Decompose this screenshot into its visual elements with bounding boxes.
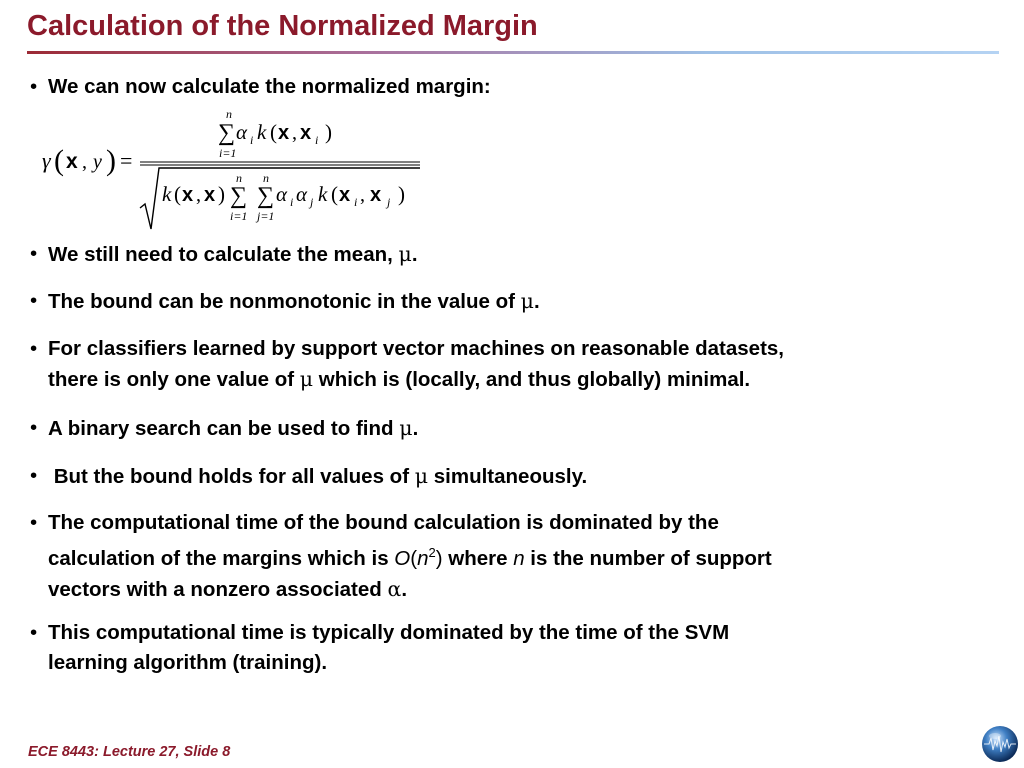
alpha-symbol: α	[236, 120, 248, 144]
gamma-symbol: γ	[42, 148, 51, 173]
slide-footer: ECE 8443: Lecture 27, Slide 8	[28, 744, 231, 760]
den-rparen: )	[398, 182, 405, 206]
sigma-symbol: ∑	[218, 120, 236, 146]
mu-symbol: μ	[398, 242, 412, 266]
bullet-text: The computational time of the bound calculation is dominated by the	[48, 511, 719, 534]
x-vector: x	[278, 122, 290, 144]
subscript-i: i	[315, 133, 319, 147]
lhs-comma: ,	[82, 151, 87, 173]
bullet-text: is the number of support	[524, 546, 772, 570]
subscript-j: j	[310, 195, 314, 209]
alpha-symbol: α	[296, 182, 308, 206]
bullet-text: where	[442, 546, 514, 570]
x-vector: x	[300, 122, 312, 144]
sum-lower-i1: i=1	[219, 146, 237, 160]
slide-title: Calculation of the Normalized Margin	[27, 10, 538, 42]
kernel-k: k	[162, 182, 172, 206]
title-divider	[27, 51, 999, 54]
mu-symbol: μ	[520, 289, 534, 313]
exponent: 2	[428, 545, 436, 560]
sum-lower-j1: j=1	[257, 209, 275, 223]
bullet-text: which is (locally, and thus globally) minimal.	[313, 368, 751, 391]
sum-upper-n: n	[236, 171, 242, 185]
y-symbol: y	[93, 151, 102, 173]
paren: )	[435, 546, 443, 570]
x-vector: x	[204, 184, 216, 206]
n-symbol: n	[417, 546, 429, 570]
bullet-text: But the bound holds for all values of	[48, 465, 415, 488]
mu-symbol: μ	[414, 464, 429, 488]
paren: (	[410, 546, 418, 570]
bullet-text: This computational time is typically dominated by the time of the SVM	[48, 621, 730, 644]
bullet-dot: •	[30, 75, 38, 98]
bullet-dot: •	[30, 511, 38, 534]
bullet-item	[28, 239, 418, 270]
bullet-text: We still need to calculate the mean,	[48, 243, 399, 266]
x-vector: x	[66, 150, 78, 173]
bullet-text: The bound can be nonmonotonic in the value of	[48, 290, 521, 313]
bullet-dot: •	[30, 337, 38, 360]
bullet-text: .	[533, 290, 540, 313]
mu-symbol: μ	[399, 416, 413, 440]
num-comma: ,	[292, 122, 297, 144]
bullet-text: learning algorithm (training).	[48, 651, 328, 674]
sum-upper-n: n	[226, 107, 232, 121]
bullet-item	[28, 461, 587, 492]
den-comma: ,	[360, 184, 365, 206]
num-lparen: (	[270, 120, 277, 144]
sigma-symbol: ∑	[257, 183, 275, 209]
n-symbol: n	[513, 546, 525, 570]
bullet-text: calculation of the margins which is	[48, 546, 395, 570]
lhs-lparen: (	[54, 144, 64, 177]
subscript-i: i	[250, 133, 254, 147]
bullet-text: vectors with a nonzero associated	[48, 577, 388, 601]
mu-symbol: μ	[299, 367, 314, 391]
bullet-text: .	[411, 243, 418, 266]
bullet-dot: •	[30, 464, 38, 487]
bullet-text: simultaneously.	[428, 465, 588, 488]
x-vector: x	[182, 184, 194, 206]
normalized-margin-equation	[38, 104, 428, 232]
bullet-text: We can now calculate the normalized margin:	[48, 75, 491, 98]
den-lparen: (	[331, 182, 338, 206]
x-vector: x	[370, 184, 382, 206]
sum-lower-i1: i=1	[230, 209, 248, 223]
x-vector: x	[339, 184, 351, 206]
subscript-i: i	[354, 195, 358, 209]
bullet-item	[28, 334, 784, 395]
lhs-rparen: )	[106, 144, 116, 177]
sigma-symbol: ∑	[230, 183, 248, 209]
bullet-text: .	[412, 417, 419, 440]
bullet-text: For classifiers learned by support vector machines on reasonable datasets,	[48, 337, 784, 360]
bullet-item	[28, 413, 418, 444]
bullet-text: A binary search can be used to find	[48, 417, 400, 440]
bullet-dot: •	[30, 621, 38, 644]
subscript-j: j	[387, 195, 391, 209]
globe-logo-icon	[980, 724, 1020, 764]
bullet-dot: •	[30, 242, 38, 265]
equals-sign: =	[120, 148, 133, 173]
bullet-item	[28, 72, 491, 102]
num-rparen: )	[325, 120, 332, 144]
subscript-i: i	[290, 195, 294, 209]
bullet-item	[28, 618, 729, 678]
bullet-text: there is only one value of	[48, 368, 300, 391]
alpha-symbol: α	[387, 576, 402, 601]
bullet-text: .	[401, 577, 408, 601]
bullet-item	[28, 508, 772, 605]
den-lparen: (	[174, 182, 181, 206]
alpha-symbol: α	[276, 182, 288, 206]
bullet-dot: •	[30, 416, 38, 439]
den-comma: ,	[196, 184, 201, 206]
kernel-k: k	[318, 182, 328, 206]
big-o-symbol: O	[394, 546, 411, 570]
kernel-k: k	[257, 120, 267, 144]
bullet-item	[28, 286, 540, 317]
den-rparen: )	[218, 182, 225, 206]
bullet-dot: •	[30, 289, 38, 312]
sum-upper-n: n	[263, 171, 269, 185]
